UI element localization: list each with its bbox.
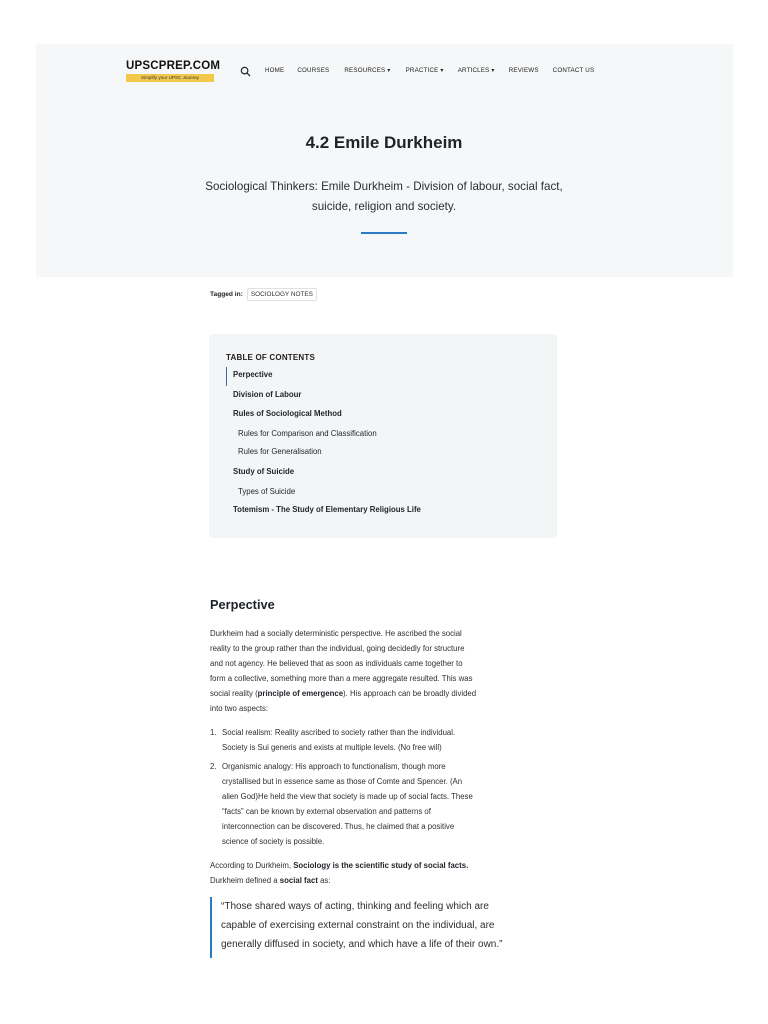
intro-line: reality to the group rather than the individual, going decidedly for structure bbox=[210, 644, 465, 653]
social-fact-text: social fact bbox=[279, 876, 318, 885]
toc-active-marker bbox=[226, 367, 227, 386]
social-fact-quote bbox=[210, 897, 558, 958]
search-icon[interactable] bbox=[240, 66, 251, 77]
list-line: crystallised but in essence same as those of Comte and Spencer. (An bbox=[222, 777, 463, 786]
list-line: Society is Sui generis and exists at multiple levels. (No free will) bbox=[222, 743, 442, 752]
list-item-organismic-analogy bbox=[210, 759, 558, 849]
list-line: Social realism: Reality ascribed to society rather than the individual. bbox=[222, 728, 456, 737]
nav-articles[interactable]: ARTICLES ▾ bbox=[457, 67, 495, 74]
definition-text: Durkheim defined a bbox=[210, 876, 280, 885]
toc-item-study-of-suicide[interactable]: Study of Suicide bbox=[233, 467, 295, 476]
intro-text: social reality ( bbox=[210, 689, 258, 698]
tag-sociology-notes[interactable]: SOCIOLOGY NOTES bbox=[247, 288, 317, 301]
intro-paragraph bbox=[210, 626, 558, 716]
nav-resources[interactable]: RESOURCES ▾ bbox=[344, 67, 391, 74]
section-heading-perpective: Perpective bbox=[210, 597, 275, 612]
list-line: alien God)He held the view that society is made up of social facts. These bbox=[222, 792, 473, 801]
nav-practice[interactable]: PRACTICE ▾ bbox=[405, 67, 444, 74]
toc-item-perpective[interactable]: Perpective bbox=[233, 370, 273, 379]
quote-line: capable of exercising external constraint on the individual, are bbox=[221, 920, 495, 931]
tagged-in bbox=[210, 288, 317, 301]
toc-item-division-of-labour[interactable]: Division of Labour bbox=[233, 390, 302, 399]
main-nav bbox=[265, 67, 594, 74]
definition-paragraph bbox=[210, 858, 558, 888]
intro-line: form a collective, something more than a mere aggregate resulted. This was bbox=[210, 674, 473, 683]
quote-line: generally diffused in society, and which have a life of their own.” bbox=[221, 939, 503, 950]
toc-item-types-of-suicide[interactable]: Types of Suicide bbox=[238, 487, 296, 496]
intro-line: into two aspects: bbox=[210, 704, 269, 713]
list-line: Organismic analogy: His approach to functionalism, though more bbox=[222, 762, 446, 771]
definition-text: as: bbox=[317, 876, 331, 885]
nav-courses[interactable]: COURSES bbox=[297, 67, 330, 74]
toc-item-rules-for-comparison[interactable]: Rules for Comparison and Classification bbox=[238, 429, 377, 438]
tagged-label: Tagged in: bbox=[210, 291, 243, 298]
table-of-contents bbox=[209, 334, 557, 538]
site-logo[interactable] bbox=[126, 60, 220, 82]
definition-text: According to Durkheim, bbox=[210, 861, 294, 870]
page-title: 4.2 Emile Durkheim bbox=[305, 133, 463, 152]
list-number: 1. bbox=[210, 728, 217, 737]
list-item-social-realism bbox=[210, 725, 558, 755]
list-number: 2. bbox=[210, 762, 217, 771]
title-divider bbox=[361, 232, 407, 234]
list-line: interconnection can be discovered. Thus, he claimed that a positive bbox=[222, 822, 455, 831]
list-line: “facts” can be known by external observation and patterns of bbox=[222, 807, 431, 816]
intro-line: Durkheim had a socially deterministic perspective. He ascribed the social bbox=[210, 629, 462, 638]
intro-line bbox=[210, 686, 558, 701]
principle-of-emergence-text: principle of emergence bbox=[257, 689, 344, 698]
toc-heading: TABLE OF CONTENTS bbox=[226, 353, 316, 362]
list-line: science of society is possible. bbox=[222, 837, 325, 846]
logo-tagline: Simplify your UPSC Journey bbox=[126, 74, 214, 82]
definition-bold-text: Sociology is the scientific study of social facts. bbox=[293, 861, 469, 870]
toc-item-rules-of-sociological-method[interactable]: Rules of Sociological Method bbox=[233, 409, 342, 418]
toc-item-rules-for-generalisation[interactable]: Rules for Generalisation bbox=[238, 447, 322, 456]
definition-line bbox=[210, 873, 558, 888]
logo-text: UPSCPREP.COM bbox=[126, 60, 221, 72]
nav-reviews[interactable]: REVIEWS bbox=[508, 67, 539, 74]
intro-text: ). His approach can be broadly divided bbox=[343, 689, 477, 698]
definition-line bbox=[210, 858, 558, 873]
toc-item-totemism[interactable]: Totemism - The Study of Elementary Religious Life bbox=[233, 505, 421, 514]
nav-home[interactable]: HOME bbox=[265, 67, 285, 74]
intro-line: and not agency. He believed that as soon as individuals came together to bbox=[210, 659, 463, 668]
nav-contact-us[interactable]: CONTACT US bbox=[552, 67, 595, 74]
page-subtitle: Sociological Thinkers: Emile Durkheim - Division of labour, social fact, suicide, religion and society. bbox=[205, 180, 563, 213]
quote-line: “Those shared ways of acting, thinking and feeling which are bbox=[221, 901, 489, 912]
